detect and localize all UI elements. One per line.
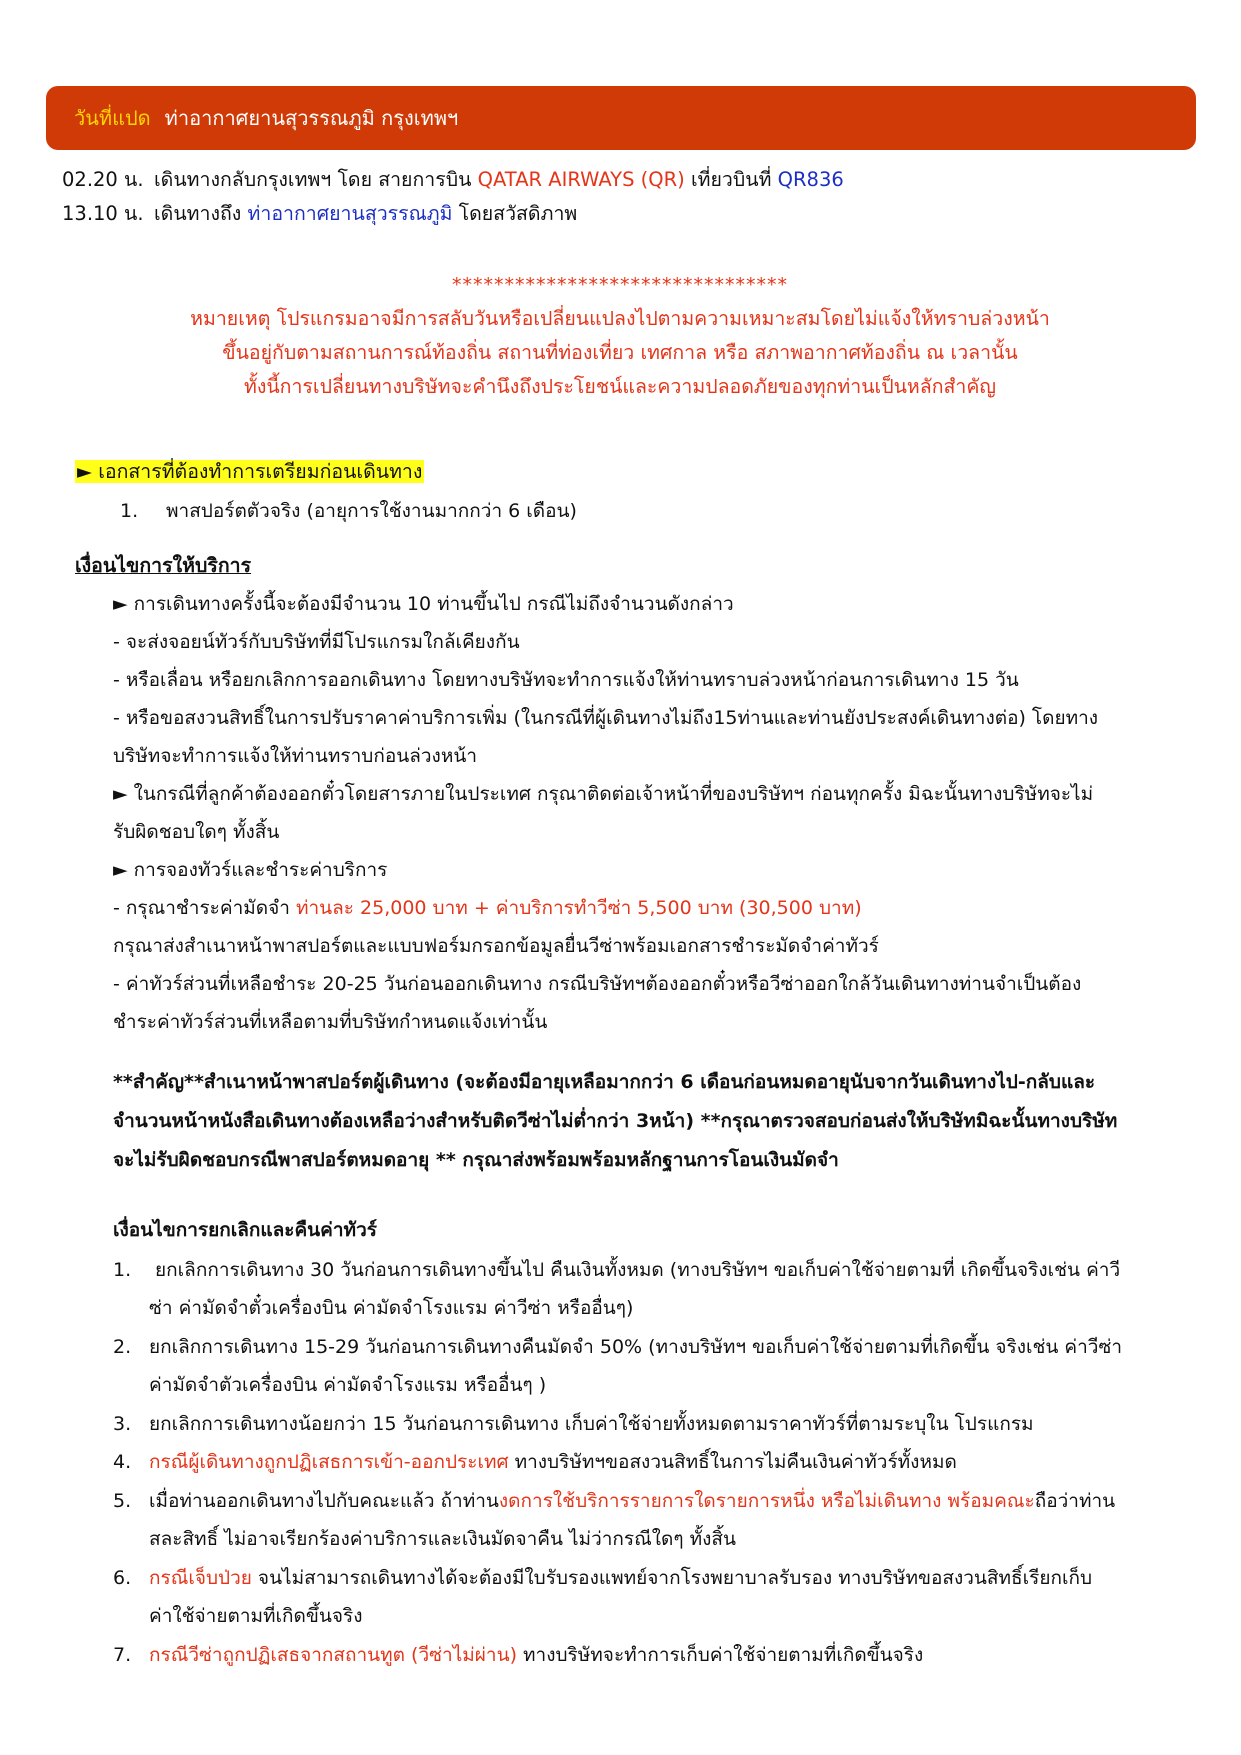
condition-line: บริษัทจะทำการแจ้งให้ท่านทราบก่อนล่วงหน้า [113,745,477,767]
itinerary-row [62,200,577,228]
airline-name: QATAR AIRWAYS (QR) [477,168,685,191]
cancel-item [113,1410,1034,1438]
item-number: 4. [113,1451,132,1473]
cancel-item-cont: ค่าใช้จ่ายตามที่เกิดขึ้นจริง [149,1605,363,1627]
condition-line: - ค่าทัวร์ส่วนที่เหลือชำระ 20-25 วันก่อนออกเดินทาง กรณีบริษัทฯต้องออกตั๋วหรือวีซ่าออกใกล้วันเดินทางท่านจำเป็นต้อง [113,973,1082,995]
airport-name: ท่าอากาศยานสุวรรณภูมิ [247,202,453,225]
item-red-text: กรณีวีซ่าถูกปฏิเสธจากสถานทูต (วีซ่าไม่ผ่าน) [149,1644,517,1666]
item-number: 2. [113,1336,132,1358]
item-number: 5. [113,1490,132,1512]
item-number: 3. [113,1413,132,1435]
documents-item [120,497,577,525]
item-text: ยกเลิกการเดินทาง 30 วันก่อนการเดินทางขึ้นไป คืนเงินทั้งหมด (ทางบริษัทฯ ขอเก็บค่าใช้จ่ายตามที่ เกิดขึ้นจริงเช่น ค่าวี [149,1259,1121,1281]
cancellation-heading: เงื่อนไขการยกเลิกและคืนค่าทัวร์ [113,1219,377,1241]
itinerary-time: 13.10 น. [62,202,144,225]
conditions-heading: เงื่อนไขการให้บริการ [75,554,252,577]
documents-heading-row [75,458,424,486]
item-number: 7. [113,1644,132,1666]
flight-number: QR836 [777,168,844,191]
day-label: วันที่แปด [74,106,151,130]
itinerary-text: เที่ยวบินที่ [684,168,778,191]
item-number: 6. [113,1567,132,1589]
documents-heading: ► เอกสารที่ต้องทำการเตรียมก่อนเดินทาง [77,460,423,483]
cancel-item [113,1487,1115,1515]
deposit-line [113,894,862,922]
cancel-item [113,1564,1092,1592]
item-number: 1. [113,1259,132,1281]
condition-line: - หรือขอสงวนสิทธิ์ในการปรับราคาค่าบริการเพิ่ม (ในกรณีที่ผู้เดินทางไม่ถึง15ท่านและท่านยังประสงค์เดินทางต่อ) โดยทาง [113,707,1099,729]
notice-line: ทั้งนี้การเปลี่ยนทางบริษัทจะคำนึงถึงประโยชน์และความปลอดภัยของทุกท่านเป็นหลักสำคัญ [243,375,997,398]
itinerary-row [62,166,844,194]
itinerary-text: เดินทางถึง [154,202,248,225]
condition-line: - จะส่งจอยน์ทัวร์กับบริษัทที่มีโปรแกรมใกล้เคียงกัน [113,631,520,653]
cancel-item [113,1641,923,1669]
item-text: ยกเลิกการเดินทางน้อยกว่า 15 วันก่อนการเดินทาง เก็บค่าใช้จ่ายทั้งหมดตามราคาทัวร์ที่ตามระบุใน โปรแกรม [149,1413,1034,1435]
condition-line: รับผิดชอบใดๆ ทั้งสิ้น [113,821,280,843]
cancel-item-cont: ซ่า ค่ามัดจำตั๋วเครื่องบิน ค่ามัดจำโรงแรม ค่าวีซ่า หรืออื่นๆ) [149,1297,634,1319]
day-header-bar [46,86,1196,150]
cancel-item [113,1256,1120,1284]
important-line: จำนวนหน้าหนังสือเดินทางต้องเหลือว่างสำหรับติดวีซ่าไม่ต่ำกว่า 3หน้า) **กรุณาตรวจสอบก่อนส่งให้บริษัทมิฉะนั้นทางบริษัท [113,1110,1118,1132]
item-red-text: กรณีผู้เดินทางถูกปฏิเสธการเข้า-ออกประเทศ [149,1451,509,1473]
cancel-item [113,1448,957,1476]
important-line: จะไม่รับผิดชอบกรณีพาสปอร์ตหมดอายุ ** กรุณาส่งพร้อมพร้อมหลักฐานการโอนเงินมัดจำ [113,1149,839,1171]
day-place: ท่าอากาศยานสุวรรณภูมิ กรุงเทพฯ [164,106,459,130]
cancel-item [113,1333,1122,1361]
item-number: 1. [120,500,139,522]
notice-block [130,268,1110,404]
item-text: ยกเลิกการเดินทาง 15-29 วันก่อนการเดินทางคืนมัดจำ 50% (ทางบริษัทฯ ขอเก็บค่าใช้จ่ายตามที่เกิดขึ้น จริงเช่น ค่าวีซ่า [149,1336,1123,1358]
item-text: จนไม่สามารถเดินทางได้จะต้องมีใบรับรองแพทย์จากโรงพยาบาลรับรอง ทางบริษัทขอสงวนสิทธิ์เรียกเก็บ [251,1567,1093,1589]
condition-line: ► การจองทัวร์และชำระค่าบริการ [113,859,388,881]
condition-line: กรุณาส่งสำเนาหน้าพาสปอร์ตและแบบฟอร์มกรอกข้อมูลยื่นวีซ่าพร้อมเอกสารชำระมัดจำค่าทัวร์ [113,935,879,957]
itinerary-text: เดินทางกลับกรุงเทพฯ โดย สายการบิน [154,168,478,191]
condition-line: ► ในกรณีที่ลูกค้าต้องออกตั๋วโดยสารภายในประเทศ กรุณาติดต่อเจ้าหน้าที่ของบริษัทฯ ก่อนทุกครั้ง มิฉะนั้นทางบริษัทจะไม่ [113,783,1094,805]
item-text: ทางบริษัทฯขอสงวนสิทธิ์ในการไม่คืนเงินค่าทัวร์ทั้งหมด [508,1451,957,1473]
item-text: พาสปอร์ตตัวจริง (อายุการใช้งานมากกว่า 6 เดือน) [166,500,577,522]
notice-stars: ******************************** [452,274,788,296]
item-text: เมื่อท่านออกเดินทางไปกับคณะแล้ว ถ้าท่าน [149,1490,499,1512]
item-red-text: กรณีเจ็บป่วย [149,1567,252,1589]
condition-line: - หรือเลื่อน หรือยกเลิกการออกเดินทาง โดยทางบริษัทจะทำการแจ้งให้ท่านทราบล่วงหน้าก่อนการเดินทาง 15 วัน [113,669,1019,691]
deposit-prefix: - กรุณาชำระค่ามัดจำ [113,897,296,919]
important-line: **สำคัญ**สำเนาหน้าพาสปอร์ตผู้เดินทาง (จะต้องมีอายุเหลือมากกว่า 6 เดือนก่อนหมดอายุนับจากวันเดินทางไป-กลับและ [113,1071,1096,1093]
item-text: ทางบริษัทจะทำการเก็บค่าใช้จ่ายตามที่เกิดขึ้นจริง [516,1644,924,1666]
item-text: ถือว่าท่าน [1034,1490,1116,1512]
cancel-item-cont: ค่ามัดจำตัวเครื่องบิน ค่ามัดจำโรงแรม หรืออื่นๆ ) [149,1374,547,1396]
condition-line: ► การเดินทางครั้งนี้จะต้องมีจำนวน 10 ท่านขึ้นไป กรณีไม่ถึงจำนวนดังกล่าว [113,593,734,615]
cancel-item-cont: สละสิทธิ์ ไม่อาจเรียกร้องค่าบริการและเงินมัดจาคืน ไม่ว่ากรณีใดๆ ทั้งสิ้น [149,1528,737,1550]
conditions-heading-row [75,552,251,580]
itinerary-text: โดยสวัสดิภาพ [452,202,578,225]
deposit-amount: ท่านละ 25,000 บาท + ค่าบริการทำวีซ่า 5,500 บาท (30,500 บาท) [295,897,862,919]
item-red-text: งดการใช้บริการรายการใดรายการหนึ่ง หรือไม่เดินทาง พร้อมคณะ [498,1490,1035,1512]
itinerary-time: 02.20 น. [62,168,144,191]
condition-line: ชำระค่าทัวร์ส่วนที่เหลือตามที่บริษัทกำหนดแจ้งเท่านั้น [113,1011,548,1033]
notice-line: ขึ้นอยู่กับตามสถานการณ์ท้องถิ่น สถานที่ท่องเที่ยว เทศกาล หรือ สภาพอากาศท้องถิ่น ณ เวลานั้น [222,341,1018,364]
notice-line: หมายเหตุ โปรแกรมอาจมีการสลับวันหรือเปลี่ยนแปลงไปตามความเหมาะสมโดยไม่แจ้งให้ทราบล่วงหน้า [190,307,1050,330]
